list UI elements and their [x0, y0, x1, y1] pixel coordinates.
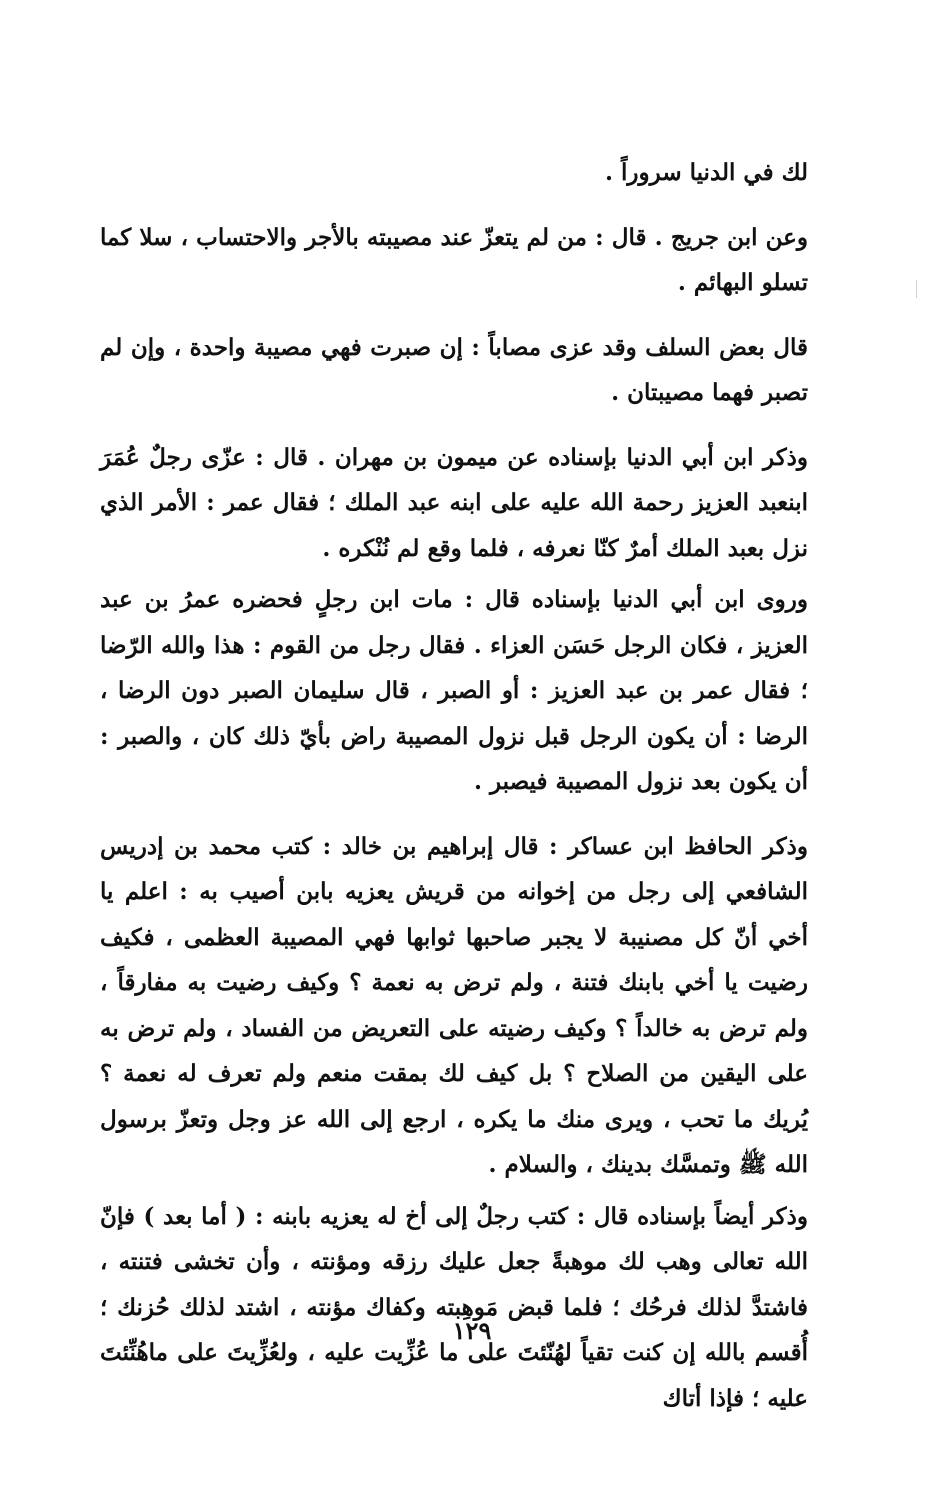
paragraph-salaf-saying: قال بعض السلف وقد عزى مصاباً : إن صبرت فهي مصيبة واحدة ، وإن لم تصبر فهما مصيبتان .: [100, 333, 808, 406]
page-body: [100, 150, 808, 1421]
paragraph-condolence-letter: وذكر أيضاً بإسناده قال : كتب رجلٌ إلى أخ له يعزيه بابنه : ( أما بعد ) فإنّ الله تعالى وهب لك موهبةً جعل عليك رزقه ومؤنته ، وأن تخشى فتنته ، فاشتدَّ لذلك فرحُك ؛ فلما قبض مَوهِبته وكفاك مؤنته ، اشتد لذلك حُزنك ؛ أُقسم بالله إن كنت تقياً لهُنّئتَ على ما عُزِّيت عليه ، ولعُزِّيتَ على ماهُنِّئتَ عليه ؛ فإذا أتاك: [100, 1202, 808, 1412]
page-number: ١٢٩: [452, 1316, 492, 1345]
scan-mark: [916, 280, 917, 298]
paragraph-umar-ibn-abd-al-aziz: وروى ابن أبي الدنيا بإسناده قال : مات ابن رجلٍ فحضره عمرُ بن عبد العزيز ، فكان الرجل حَسَن العزاء . فقال رجل من القوم : هذا والله الرّضا ؛ فقال عمر بن عبد العزيز : أو الصبر ، قال سليمان الصبر دون الرضا ، الرضا : أن يكون الرجل قبل نزول المصيبة راض بأيّ ذلك كان ، والصبر : أن يكون بعد نزول المصيبة فيصبر .: [100, 586, 808, 795]
paragraph-ibn-asakir-shafii: وذكر الحافظ ابن عساكر : قال إبراهيم بن خالد : كتب محمد بن إدريس الشافعي إلى رجل من إخوانه من قريش يعزيه بابن أصيب به : اعلم يا أخي أنّ كل مصنيبة لا يجبر صاحبها ثوابها فهي المصيبة العظمى ، فكيف رضيت يا أخي بابنك فتنة ، ولم ترض به نعمة ؟ وكيف رضيت به مفارقاً ، ولم ترض به خالداً ؟ وكيف رضيته على التعريض من الفساد ، ولم ترض به على اليقين من الصلاح ؟ بل كيف لك بمقت منعم ولم تعرف له نعمة ؟ يُريك ما تحب ، ويرى منك ما يكره ، ارجع إلى الله عز وجل وتعزّ برسول الله ﷺ وتمسَّك بدينك ، والسلام .: [100, 832, 808, 1178]
paragraph-ibn-jurayj: وعن ابن جريج . قال : من لم يتعزّ عند مصيبته بالأجر والاحتساب ، سلا كما تسلو البهائم .: [100, 223, 808, 296]
paragraph-continuation: لك في الدنيا سروراً .: [605, 159, 808, 186]
paragraph-maymun-ibn-mihran: وذكر ابن أبي الدنيا بإسناده عن ميمون بن مهران . قال : عزّى رجلٌ عُمَرَ ابنعبد العزيز رحمة الله عليه على ابنه عبد الملك ؛ فقال عمر : الأمر الذي نزل بعبد الملك أمرٌ كنّا نعرفه ، فلما وقع لم نُنْكره .: [100, 443, 808, 562]
